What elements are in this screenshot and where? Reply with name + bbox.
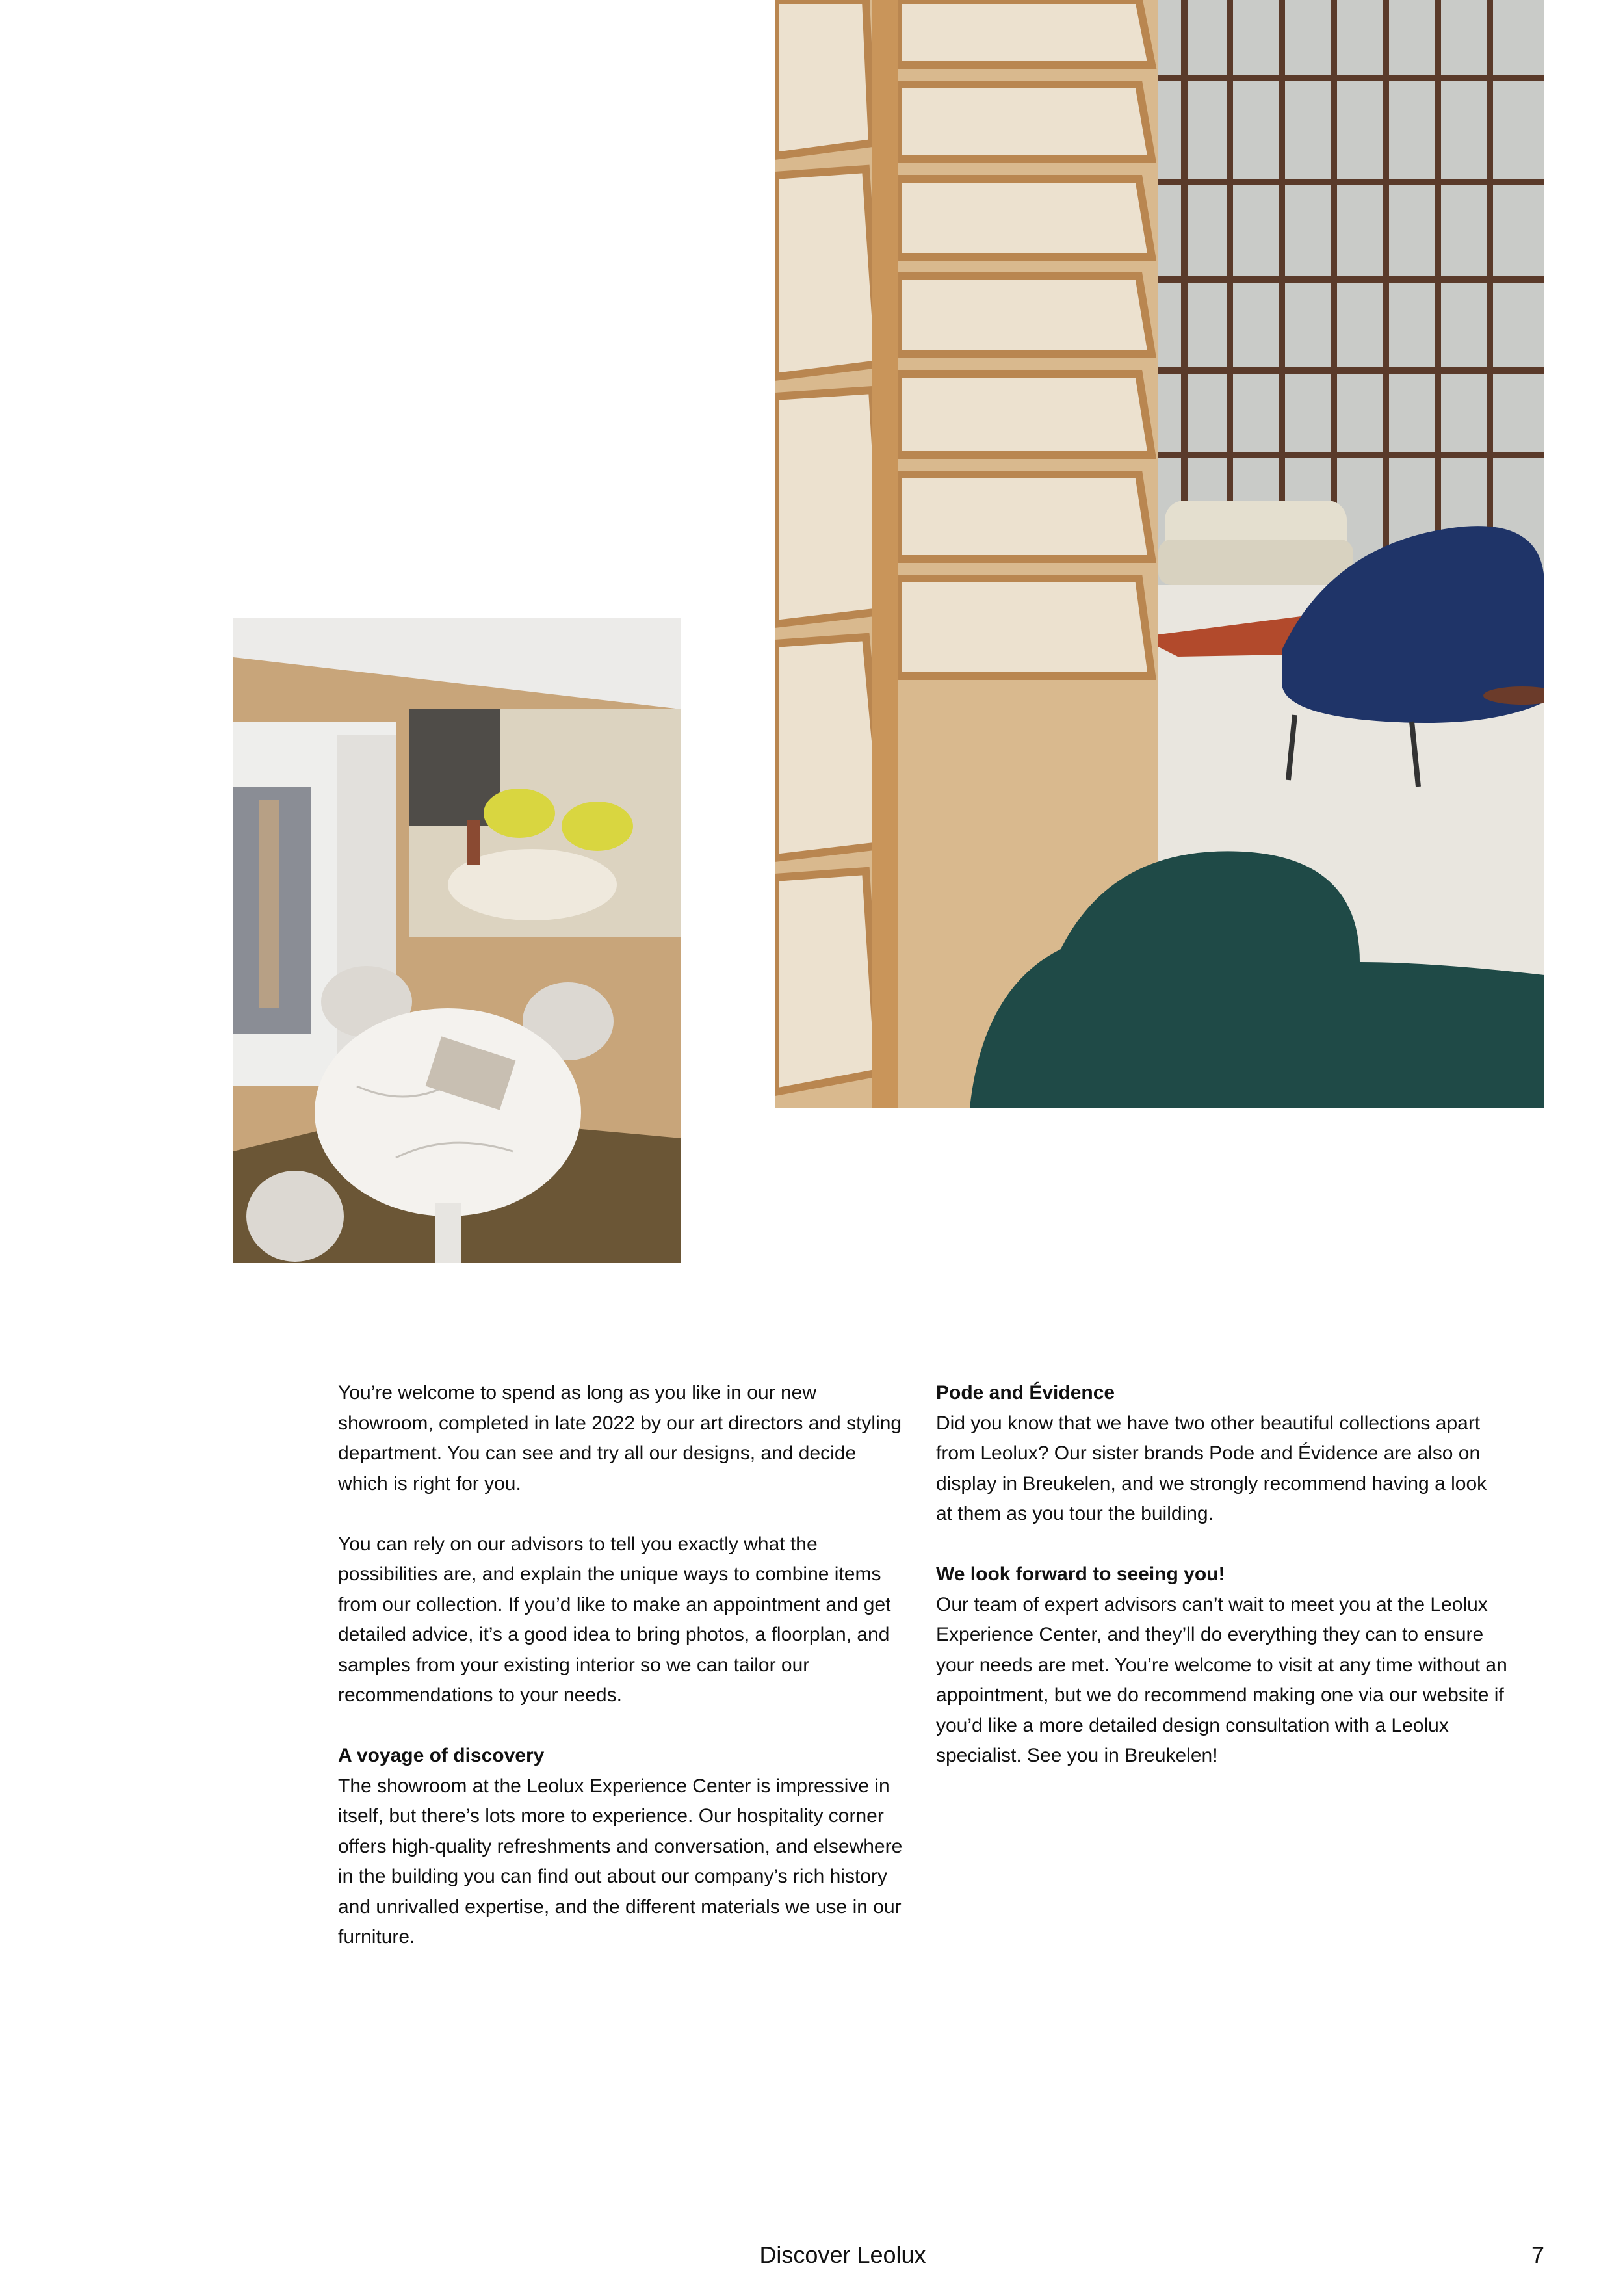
look-forward-paragraph: Our team of expert advisors can’t wait to meet you at the Leolux Experience Center, and they’ll do everything they can to ensure your needs are met. You’re welcome to visit at any time without an appointment, but we do recommend making one via our website if you’d like a more detailed design consultation with a Leolux specialist. See you in Breukelen! (936, 1593, 1507, 1766)
meeting-area-photo (233, 618, 681, 1263)
meeting-area-photo-illustration (233, 618, 681, 1263)
pode-evidence-paragraph: Did you know that we have two other beautiful collections apart from Leolux? Our sister brands Pode and Évidence are also on display in Breukelen, and we strongly recommend having a look at them as you tour the building. (936, 1412, 1487, 1524)
right-text-column (936, 1378, 1508, 1801)
intro-paragraph: You’re welcome to spend as long as you like in our new showroom, completed in late 2022 by our art directors and styling department. You can see and try all our designs, and decide which is right for you. (338, 1382, 902, 1494)
footer-title: Discover Leolux (759, 2241, 926, 2268)
voyage-heading: A voyage of discovery (338, 1745, 545, 1766)
showroom-photo (775, 0, 1544, 1108)
page-number: 7 (1531, 2241, 1544, 2268)
pode-evidence-heading: Pode and Évidence (936, 1382, 1115, 1403)
showroom-photo-illustration (775, 0, 1544, 1108)
left-text-column (338, 1378, 910, 1983)
voyage-paragraph: The showroom at the Leolux Experience Center is impressive in itself, but there’s lots more to experience. Our hospitality corner offers high-quality refreshments and conversation, and elsewhere in the building you can find out about our company’s rich history and unrivalled expertise, and the different materials we use in our furniture. (338, 1775, 903, 1948)
advisors-paragraph: You can rely on our advisors to tell you exactly what the possibilities are, and explain the unique ways to combine items from our collection. If you’d like to make an appointment and get detailed advice, it’s a good idea to bring photos, a floorplan, and samples from your existing interior so we can tailor our recommendations to your needs. (338, 1533, 891, 1706)
look-forward-heading: We look forward to seeing you! (936, 1563, 1225, 1585)
